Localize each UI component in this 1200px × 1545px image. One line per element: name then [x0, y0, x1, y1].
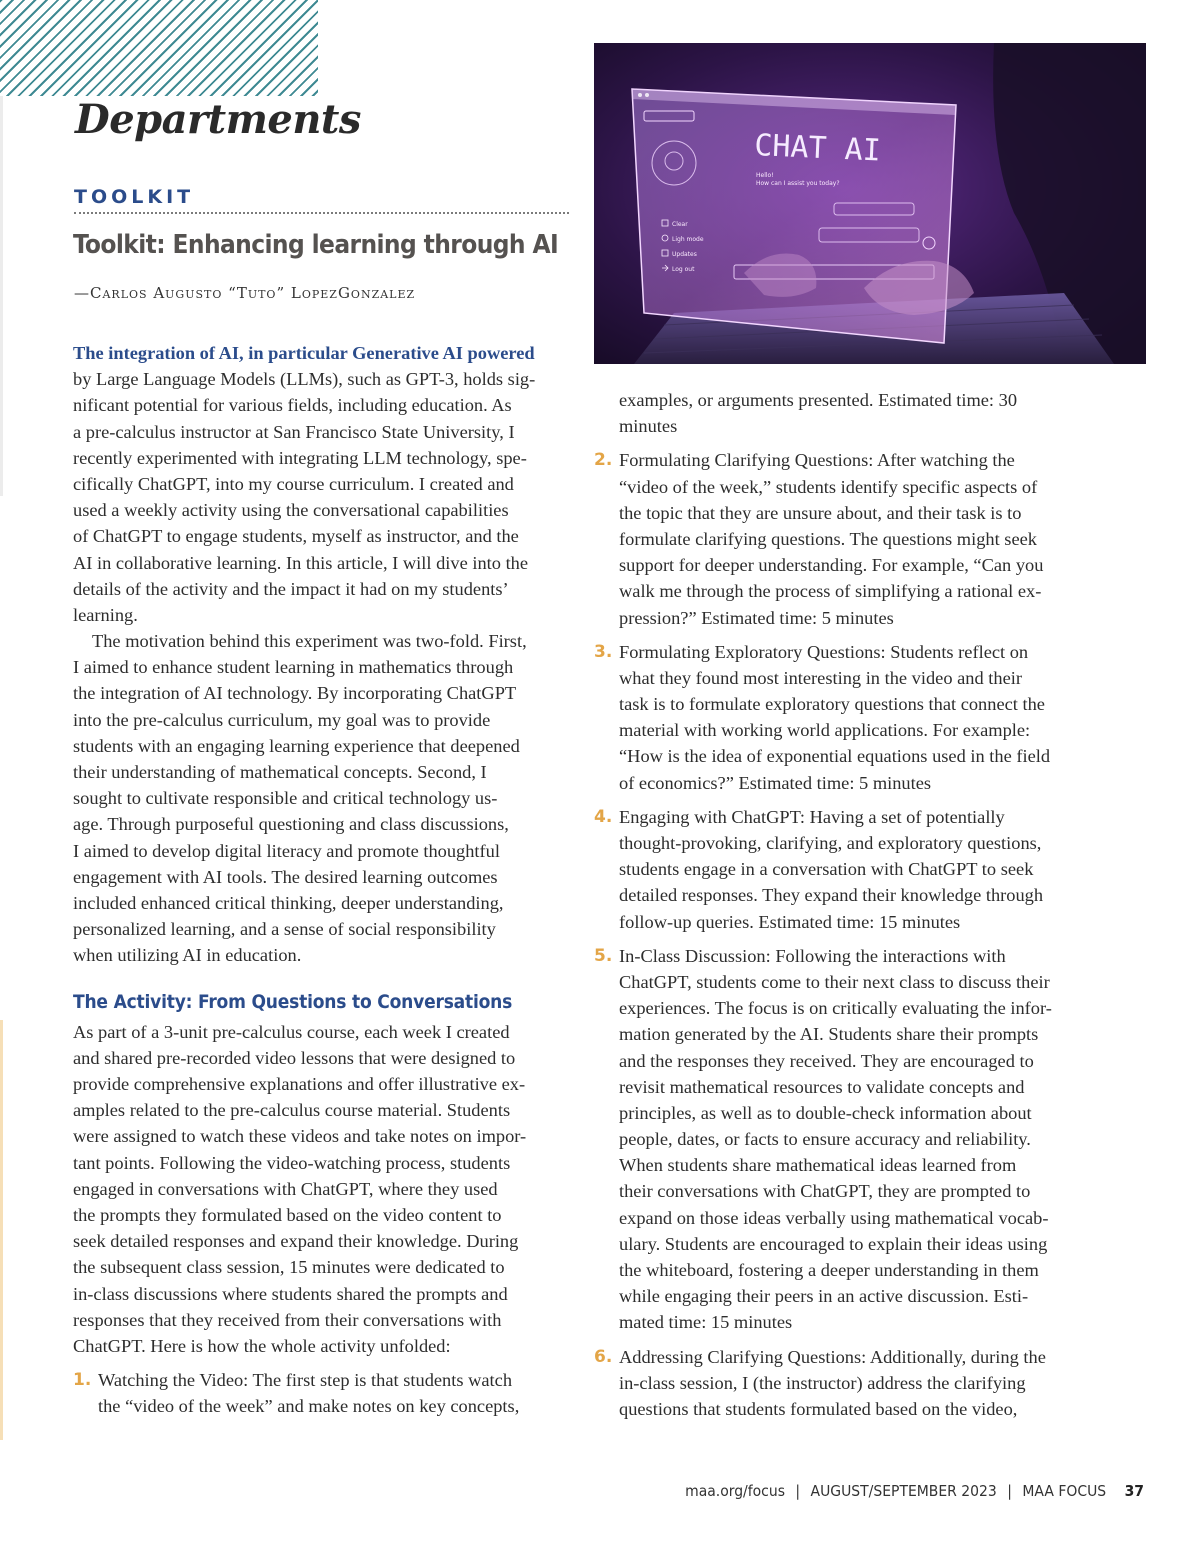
footer-separator: | — [1007, 1482, 1012, 1500]
text-line: ulary. Students are encouraged to explain their ideas using — [619, 1233, 1048, 1254]
article-headline: Toolkit: Enhancing learning through AI — [73, 230, 559, 260]
left-column — [73, 340, 573, 1420]
text-line: support for deeper understanding. For example, “Can you — [619, 555, 1044, 576]
text-line: pression?” Estimated time: 5 minutes — [619, 607, 894, 628]
menu-item-updates: Updates — [672, 251, 697, 258]
text-line: task is to formulate exploratory questions that connect the — [619, 694, 1045, 715]
text-line: learning. — [73, 604, 138, 625]
page-footer — [685, 1482, 1144, 1500]
right-column — [594, 387, 1114, 1422]
text-line: in-class discussions where students shared the prompts and — [73, 1283, 508, 1304]
step-item — [594, 943, 1114, 1336]
text-line: ChatGPT, students come to their next class to discuss their — [619, 971, 1050, 992]
text-line: principles, as well as to double-check information about — [619, 1102, 1032, 1123]
text-line: mated time: 15 minutes — [619, 1312, 793, 1333]
text-line: when utilizing AI in education. — [73, 945, 302, 966]
text-line: detailed responses. They expand their knowledge through — [619, 885, 1044, 906]
text-line: questions that students formulated based on the video, — [619, 1398, 1018, 1419]
text-line: I aimed to develop digital literacy and promote thoughtful — [73, 840, 500, 861]
margin-rule-top — [0, 96, 3, 496]
dotted-rule — [74, 212, 569, 214]
text-line: responses that they received from their conversations with — [73, 1309, 502, 1330]
step-number: 3. — [594, 641, 613, 662]
text-line: the whiteboard, fostering a deeper understanding in them — [619, 1260, 1039, 1280]
text-line: experiences. The focus is on critically evaluating the infor- — [619, 998, 1052, 1019]
text-line: the integration of AI technology. By incorporating ChatGPT — [73, 683, 517, 704]
text-line: “How is the idea of exponential equations used in the field — [619, 746, 1051, 767]
text-line: were assigned to watch these videos and take notes on impor- — [73, 1126, 527, 1147]
photo-illustration — [594, 43, 1146, 364]
step-number: 4. — [594, 806, 613, 827]
decorative-stripes — [0, 0, 318, 96]
text-line: material with working world applications. For example: — [619, 720, 1031, 741]
section-kicker: TOOLKIT — [74, 186, 195, 208]
text-line: students with an engaging learning experience that deepened — [73, 735, 520, 756]
text-line: people, dates, or facts to ensure accuracy and reliability. — [619, 1129, 1031, 1150]
text-line: AI in collaborative learning. In this article, I will dive into the — [73, 552, 529, 573]
menu-item-log-out: Log out — [672, 266, 695, 273]
text-line: seek detailed responses and expand their knowledge. During — [73, 1231, 519, 1252]
text-line: formulate clarifying questions. The questions might seek — [619, 528, 1037, 549]
step-item — [73, 1367, 573, 1419]
text-line: age. Through purposeful questioning and class discussions, — [73, 814, 509, 835]
text-line: in-class session, I (the instructor) address the clarifying — [619, 1372, 1026, 1393]
text-line: students engage in a conversation with ChatGPT to seek — [619, 859, 1034, 880]
text-line: the topic that they are unsure about, and their task is to — [619, 502, 1022, 523]
text-line: Watching the Video: The first step is that students watch — [98, 1370, 513, 1391]
text-line: provide comprehensive explanations and offer illustrative ex- — [73, 1074, 526, 1095]
step-item — [594, 804, 1114, 935]
text-line: Formulating Clarifying Questions: After watching the — [619, 450, 1015, 471]
menu-item-light-mode: Ligh mode — [672, 236, 704, 243]
step-item — [594, 1344, 1114, 1423]
text-line: and shared pre-recorded video lessons that were designed to — [73, 1047, 516, 1068]
text-line: revisit mathematical resources to validate concepts and — [619, 1076, 1025, 1097]
text-line: their conversations with ChatGPT, they are prompted to — [619, 1181, 1031, 1202]
department-title: Departments — [75, 96, 361, 143]
text-line: cifically ChatGPT, into my course curriculum. I created and — [73, 473, 514, 494]
text-line: “video of the week,” students identify specific aspects of — [619, 476, 1038, 497]
text-line: used a weekly activity using the conversational capabilities — [73, 500, 509, 521]
text-line: a pre-calculus instructor at San Francisco State University, I — [73, 421, 515, 442]
text-line: In-Class Discussion: Following the interactions with — [619, 945, 1006, 966]
text-line: Formulating Exploratory Questions: Students reflect on — [619, 641, 1029, 662]
text-line: the prompts they formulated based on the video content to — [73, 1205, 502, 1226]
text-line: sought to cultivate responsible and critical technology us- — [73, 788, 498, 809]
text-line: thought-provoking, clarifying, and exploratory questions, — [619, 833, 1042, 853]
text-line: by Large Language Models (LLMs), such as GPT-3, holds sig- — [73, 369, 536, 390]
screen-greeting-2: How can I assist you today? — [756, 180, 840, 187]
footer-issue: AUGUST/SEPTEMBER 2023 — [810, 1482, 997, 1500]
text-line: I aimed to enhance student learning in mathematics through — [73, 657, 514, 678]
text-line: expand on those ideas verbally using mathematical vocab- — [619, 1207, 1049, 1228]
text-line: tant points. Following the video-watching process, students — [73, 1152, 511, 1173]
step-number: 6. — [594, 1346, 613, 1367]
step-item-continued — [594, 387, 1114, 439]
margin-rule-bottom — [0, 1020, 3, 1440]
text-line: included enhanced critical thinking, deeper understanding, — [73, 892, 504, 913]
intro-lead: The integration of AI, in particular Generative AI powered — [73, 343, 535, 363]
text-line: engagement with AI tools. The desired learning outcomes — [73, 866, 498, 887]
screen-greeting-1: Hello! — [756, 172, 774, 179]
step-item — [594, 447, 1114, 630]
text-line: the “video of the week” and make notes on key concepts, — [98, 1396, 520, 1417]
text-line: and the responses they received. They are encouraged to — [619, 1050, 1034, 1071]
footer-magazine: MAA FOCUS — [1022, 1482, 1107, 1500]
step-item — [594, 639, 1114, 796]
text-line: nificant potential for various fields, including education. As — [73, 395, 512, 416]
chat-ai-photo — [594, 43, 1146, 364]
text-line: of economics?” Estimated time: 5 minutes — [619, 772, 932, 793]
byline: —Carlos Augusto “Tuto” LopezGonzalez — [74, 284, 416, 302]
step-number: 1. — [73, 1370, 92, 1391]
menu-item-clear: Clear — [672, 221, 688, 228]
text-line: When students share mathematical ideas learned from — [619, 1155, 1017, 1176]
text-line: their understanding of mathematical concepts. Second, I — [73, 762, 487, 782]
text-line: walk me through the process of simplifying a rational ex- — [619, 581, 1042, 602]
text-line: minutes — [619, 416, 678, 437]
text-line: As part of a 3-unit pre-calculus course, each week I created — [73, 1021, 510, 1042]
text-line: Addressing Clarifying Questions: Additionally, during the — [619, 1346, 1046, 1367]
text-line: while engaging their peers in an active discussion. Esti- — [619, 1286, 1029, 1307]
text-line: follow-up queries. Estimated time: 15 minutes — [619, 911, 961, 932]
text-line: what they found most interesting in the video and their — [619, 667, 1022, 688]
text-line: into the pre-calculus curriculum, my goal was to provide — [73, 709, 491, 730]
text-line: ChatGPT. Here is how the whole activity unfolded: — [73, 1335, 451, 1356]
text-line: mation generated by the AI. Students share their prompts — [619, 1024, 1039, 1045]
text-line: the subsequent class session, 15 minutes were dedicated to — [73, 1257, 505, 1278]
text-line: The motivation behind this experiment was two-fold. First, — [92, 631, 527, 652]
footer-site: maa.org/focus — [685, 1482, 785, 1500]
step-number: 2. — [594, 450, 613, 471]
step-number: 5. — [594, 945, 613, 966]
text-line: engaged in conversations with ChatGPT, where they used — [73, 1178, 498, 1199]
text-line: of ChatGPT to engage students, myself as instructor, and the — [73, 526, 519, 547]
text-line: details of the activity and the impact it had on my students’ — [73, 578, 509, 599]
activity-heading: The Activity: From Questions to Conversations — [73, 990, 513, 1013]
footer-separator: | — [795, 1482, 801, 1500]
text-line: Engaging with ChatGPT: Having a set of potentially — [619, 806, 1005, 827]
page-number: 37 — [1124, 1482, 1144, 1500]
text-line: personalized learning, and a sense of social responsibility — [73, 919, 496, 940]
text-line: recently experimented with integrating LLM technology, spe- — [73, 447, 527, 468]
text-line: amples related to the pre-calculus course material. Students — [73, 1100, 511, 1121]
screen-title: CHAT AI — [753, 128, 882, 169]
text-line: examples, or arguments presented. Estimated time: 30 — [619, 390, 1018, 410]
